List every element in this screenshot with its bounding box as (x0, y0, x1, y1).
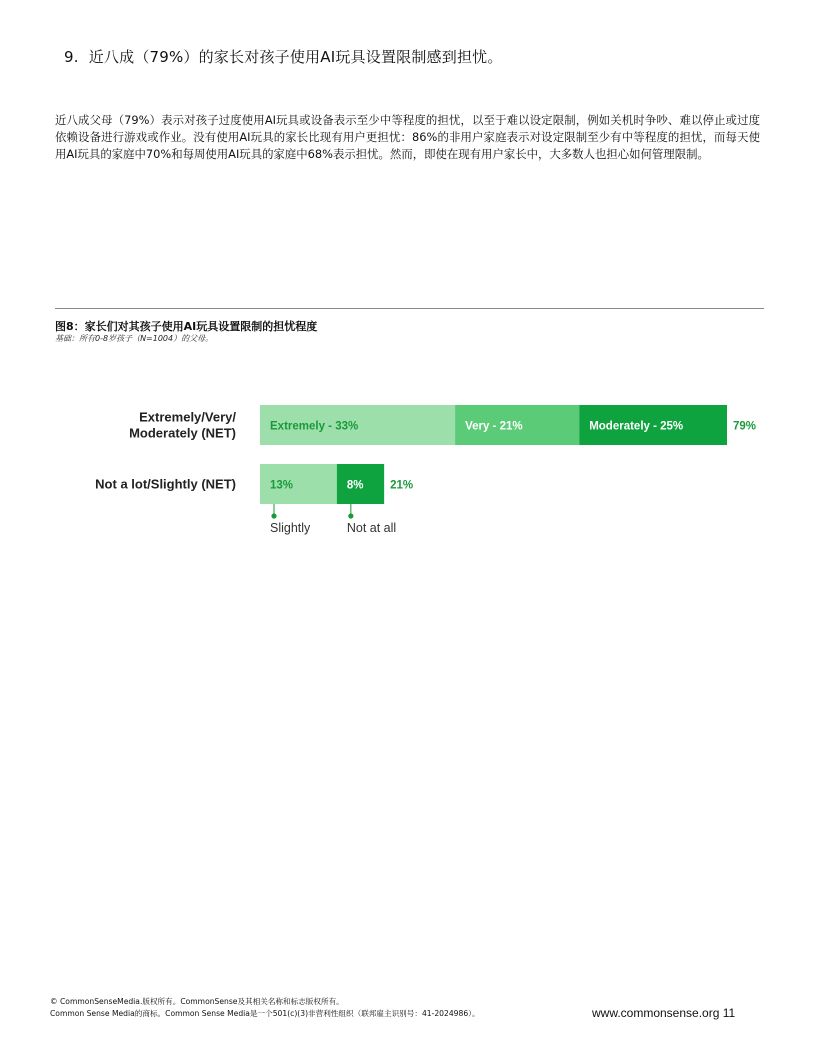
footer-line-1: © CommonSenseMedia.版权所有。CommonSense及其相关名称和标志版权所有。 (50, 997, 344, 1006)
bar-label-not-at-all: 8% (346, 479, 364, 492)
bar-label-slightly: 13% (270, 479, 294, 492)
footer-line-2: Common Sense Media的商标。Common Sense Media是一个501(c)(3)非营利性组织（联邦雇主识别号：41-2024986）。 (50, 1009, 480, 1018)
callout-dot (348, 513, 353, 518)
bar-label-very: Very - 21% (465, 420, 523, 433)
bar-label-moderately: Moderately - 25% (589, 420, 684, 433)
footer-url-page: www.commonsense.org 11 (592, 1006, 736, 1020)
net-total-label: 21% (390, 479, 414, 492)
net-total-label: 79% (733, 420, 757, 433)
callout-dot (271, 513, 276, 518)
figure-base-note: 基础：所有0-8岁孩子（N=1004）的父母。 (55, 334, 214, 343)
heading-text: 近八成（79%）的家长对孩子使用AI玩具设置限制感到担忧。 (88, 48, 503, 66)
section-heading (64, 46, 503, 67)
callout-label: Slightly (270, 521, 311, 535)
figure-title: 图8：家长们对其孩子使用AI玩具设置限制的担忧程度 (55, 320, 318, 333)
intro-paragraph: 近八成父母（79%）表示对孩子过度使用AI玩具或设备表示至少中等程度的担忧，以至于难以设定限制，例如关机时争吵、难以停止或过度依赖设备进行游戏或作业。没有使用AI玩具的家长比现有用户更担忧：86%的非用户家庭表示对设定限制至少有中等程度的担忧，而每天使用AI玩具的家庭中70%和每周使用AI玩具的家庭中68%表示担忧。然而，即使在现有用户家长中，大多数人也担心如何管理限制。 (55, 113, 760, 161)
bar-label-extremely: Extremely - 33% (270, 420, 359, 433)
footer-copyright (50, 996, 480, 1020)
callout-label: Not at all (346, 521, 397, 535)
figure-divider (55, 308, 764, 309)
category-label: Extremely/Very/ Moderately (NET) (129, 409, 236, 441)
concern-bar-chart (0, 390, 816, 550)
category-label: Not a lot/Slightly (NET) (95, 476, 236, 492)
heading-number: 9. (64, 48, 79, 66)
